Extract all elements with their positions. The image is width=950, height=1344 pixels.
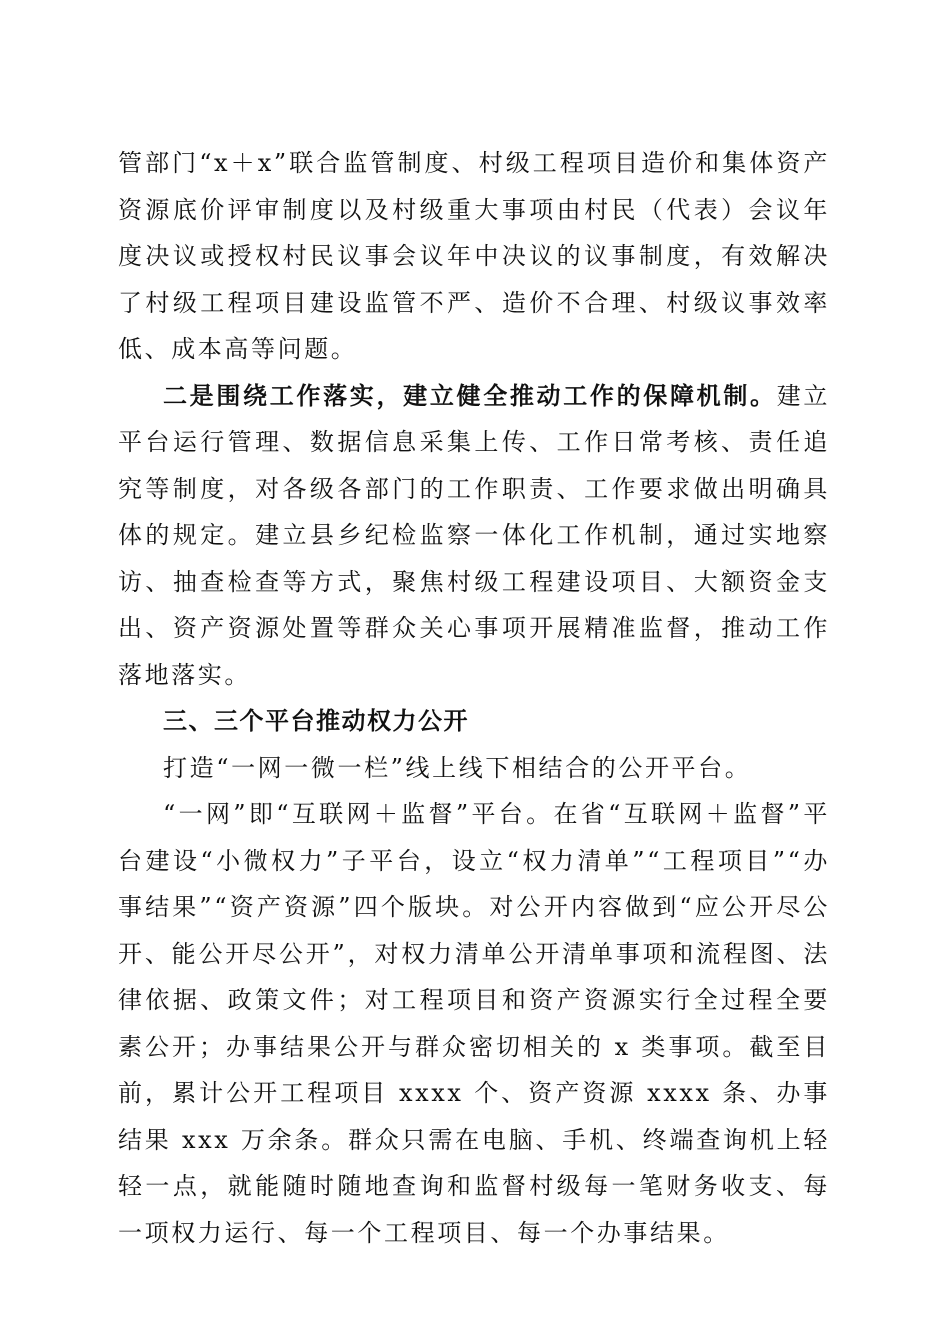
- section-heading-three-platforms: 三、三个平台推动权力公开: [163, 707, 469, 735]
- paragraph-public-platform: 打造“一网一微一栏”线上线下相结合的公开平台。: [163, 753, 752, 782]
- paragraph-body-text: 建立平台运行管理、数据信息采集上传、工作日常考核、责任追究等制度，对各级各部门的工作职责、工作要求做出明确具体的规定。建立县乡纪检监察一体化工作机制，通过实地察访、抽查检查等方式，聚焦村级工程建设项目、大额资金支出、资产资源处置等群众关心事项开展精准监督，推动工作落地落实。: [118, 381, 830, 689]
- paragraph-supervision-system: 管部门“x＋x”联合监管制度、村级工程项目造价和集体资产资源底价评审制度以及村级重大事项由村民（代表）会议年度决议或授权村民议事会议年中决议的议事制度，有效解决了村级工程项目建设监管不严、造价不合理、村级议事效率低、成本高等问题。: [118, 149, 830, 363]
- document-body: [118, 140, 830, 1256]
- paragraph-lead-sentence: 二是围绕工作落实，建立健全推动工作的保障机制。: [163, 381, 777, 410]
- paragraph-internet-supervision: “一网”即“互联网＋监督”平台。在省“互联网＋监督”平台建设“小微权力”子平台，设立“权力清单”“工程项目”“办事结果”“资产资源”四个版块。对公开内容做到“应公开尽公开、能公开尽公开”，对权力清单公开清单事项和流程图、法律依据、政策文件；对工程项目和资产资源实行全过程全要素公开；办事结果公开与群众密切相关的 x 类事项。截至目前，累计公开工程项目 xxxx 个、资产资源 xxxx 条、办事结果 xxx 万余条。群众只需在电脑、手机、终端查询机上轻轻一点，就能随时随地查询和监督村级每一笔财务收支、每一项权力运行、每一个工程项目、每一个办事结果。: [118, 800, 830, 1247]
- paragraph-guarantee-mechanism: [118, 373, 830, 699]
